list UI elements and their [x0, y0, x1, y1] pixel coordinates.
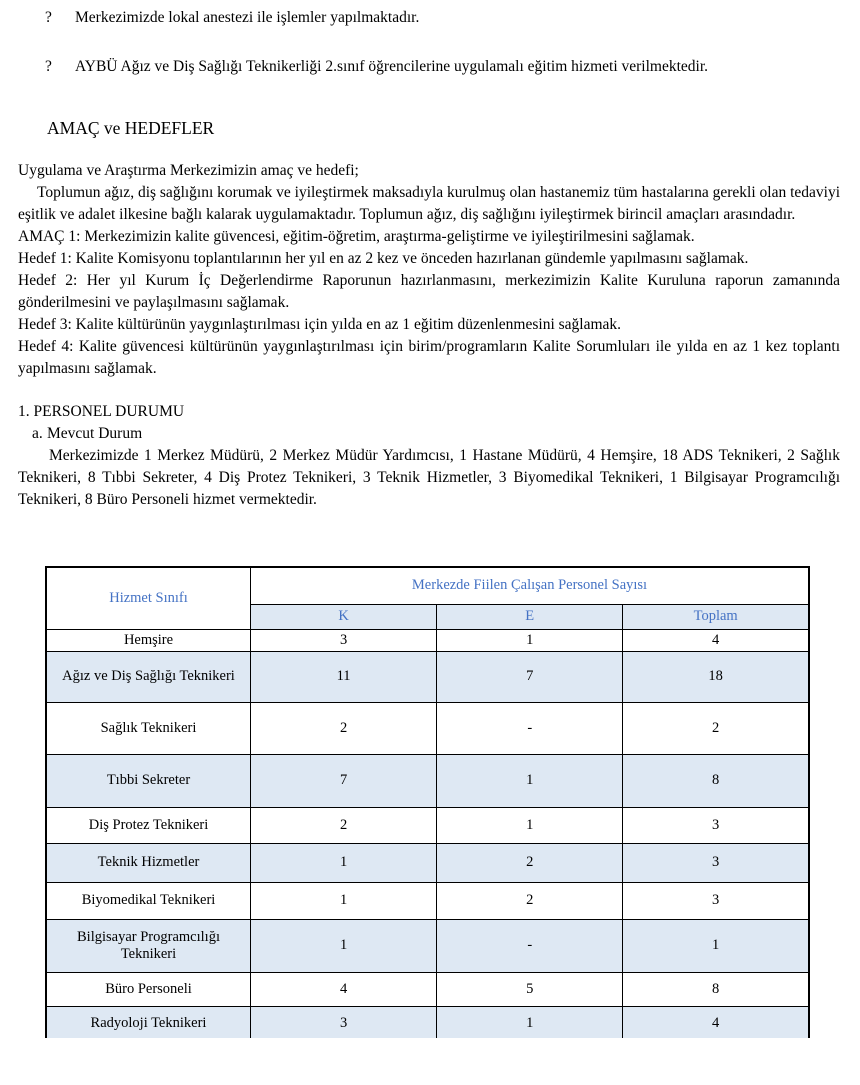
cell-e: 2: [437, 882, 623, 919]
cell-k: 2: [251, 807, 437, 843]
personnel-section: [18, 401, 840, 511]
cell-toplam: 2: [623, 702, 809, 754]
cell-toplam: 3: [623, 882, 809, 919]
bullet-marker: ?: [45, 58, 52, 75]
table-row: [46, 702, 809, 754]
subheader-k: K: [251, 604, 437, 629]
table-header-row: [46, 567, 809, 604]
cell-k: 2: [251, 702, 437, 754]
personnel-section-title: 1. PERSONEL DURUMU: [18, 403, 185, 420]
cell-k: 3: [251, 1006, 437, 1038]
table-row: [46, 843, 809, 882]
cell-toplam: 3: [623, 843, 809, 882]
personnel-subsection: [32, 423, 840, 445]
header-hizmet-sinifi: Hizmet Sınıfı: [46, 567, 251, 629]
section-heading: AMAÇ ve HEDEFLER: [47, 118, 215, 138]
cell-k: 1: [251, 919, 437, 972]
paragraph: AMAÇ 1: Merkezimizin kalite güvencesi, eğitim-öğretim, araştırma-geliştirme ve iyileştirilmesini sağlamak.: [18, 228, 695, 245]
row-label: Diş Protez Teknikeri: [46, 807, 251, 843]
cell-toplam: 1: [623, 919, 809, 972]
subsection-title: Mevcut Durum: [47, 425, 143, 442]
paragraph: Hedef 3: Kalite kültürünün yaygınlaştırılması için yılda en az 1 eğitim düzenlenmesini sağlamak.: [18, 316, 622, 333]
cell-k: 3: [251, 629, 437, 651]
table-row: [46, 651, 809, 702]
cell-e: 1: [437, 754, 623, 807]
intro-line: Uygulama ve Araştırma Merkezimizin amaç ve hedefi;: [18, 162, 359, 179]
cell-k: 7: [251, 754, 437, 807]
cell-toplam: 8: [623, 754, 809, 807]
bullet-text: AYBÜ Ağız ve Diş Sağlığı Teknikerliği 2.sınıf öğrencilerine uygulamalı eğitim hizmeti verilmektedir.: [75, 58, 709, 75]
goals-text-block: [18, 160, 840, 380]
cell-e: 1: [437, 629, 623, 651]
cell-k: 1: [251, 843, 437, 882]
personnel-table-container: [45, 566, 812, 1038]
row-label: Radyoloji Teknikeri: [46, 1006, 251, 1038]
table-row: [46, 754, 809, 807]
row-label: Tıbbi Sekreter: [46, 754, 251, 807]
row-label: Sağlık Teknikeri: [46, 702, 251, 754]
header-group: Merkezde Fiilen Çalışan Personel Sayısı: [251, 567, 810, 604]
row-label: Teknik Hizmetler: [46, 843, 251, 882]
table-row: [46, 972, 809, 1006]
personnel-body: Merkezimizde 1 Merkez Müdürü, 2 Merkez Müdür Yardımcısı, 1 Hastane Müdürü, 4 Hemşire, 18 ADS Teknikeri, 2 Sağlık Teknikeri, 8 Tıbbi Sekreter, 4 Diş Protez Teknikeri, 3 Teknik Hizmetler, 3 Biyomedikal Teknikeri, 1 Bilgisayar Programcılığı Teknikeri, 8 Büro Personeli hizmet vermektedir.: [18, 447, 840, 508]
subsection-marker: a.: [32, 425, 43, 442]
row-label: Biyomedikal Teknikeri: [46, 882, 251, 919]
row-label: Büro Personeli: [46, 972, 251, 1006]
row-label: Hemşire: [46, 629, 251, 651]
cell-e: 1: [437, 807, 623, 843]
table-row: [46, 1006, 809, 1038]
cell-k: 1: [251, 882, 437, 919]
bullet-list: [0, 0, 860, 77]
paragraph: Hedef 2: Her yıl Kurum İç Değerlendirme Raporunun hazırlanmasını, merkezimizin Kalite Kuruluna raporun zamanında gönderilmesini ve paylaşılmasını sağlamak.: [18, 272, 840, 311]
cell-toplam: 8: [623, 972, 809, 1006]
cell-toplam: 4: [623, 1006, 809, 1038]
cell-e: -: [437, 919, 623, 972]
cell-toplam: 3: [623, 807, 809, 843]
paragraph: Hedef 4: Kalite güvencesi kültürünün yaygınlaştırılması için birim/programların Kalite Sorumluları ile yılda en az 1 kez toplantı yapılmasını sağlamak.: [18, 338, 840, 377]
cell-k: 4: [251, 972, 437, 1006]
paragraph: Hedef 1: Kalite Komisyonu toplantılarının her yıl en az 2 kez ve önceden hazırlanan gündemle yapılmasını sağlamak.: [18, 250, 749, 267]
cell-toplam: 4: [623, 629, 809, 651]
table-row: [46, 629, 809, 651]
subheader-toplam: Toplam: [623, 604, 809, 629]
cell-e: 7: [437, 651, 623, 702]
bullet-item: [45, 7, 840, 28]
bullet-item: [45, 56, 840, 77]
cell-e: 1: [437, 1006, 623, 1038]
personnel-table: [45, 566, 810, 1038]
table-row: [46, 807, 809, 843]
paragraph: Toplumun ağız, diş sağlığını korumak ve iyileştirmek maksadıyla kurulmuş olan hastanemiz tüm hastalarına gerekli olan tedaviyi eşitlik ve adalet ilkesine bağlı kalarak uygulamaktadır. Toplumun ağız, diş sağlığını iyileştirmek birincil amaçları arasındadır.: [18, 184, 841, 223]
row-label: Bilgisayar Programcılığı Teknikeri: [46, 919, 251, 972]
bullet-text: Merkezimizde lokal anestezi ile işlemler yapılmaktadır.: [75, 9, 420, 26]
subheader-e: E: [437, 604, 623, 629]
cell-e: 5: [437, 972, 623, 1006]
cell-toplam: 18: [623, 651, 809, 702]
table-row: [46, 919, 809, 972]
cell-k: 11: [251, 651, 437, 702]
cell-e: -: [437, 702, 623, 754]
cell-e: 2: [437, 843, 623, 882]
bullet-marker: ?: [45, 9, 52, 26]
row-label: Ağız ve Diş Sağlığı Teknikeri: [46, 651, 251, 702]
table-row: [46, 882, 809, 919]
